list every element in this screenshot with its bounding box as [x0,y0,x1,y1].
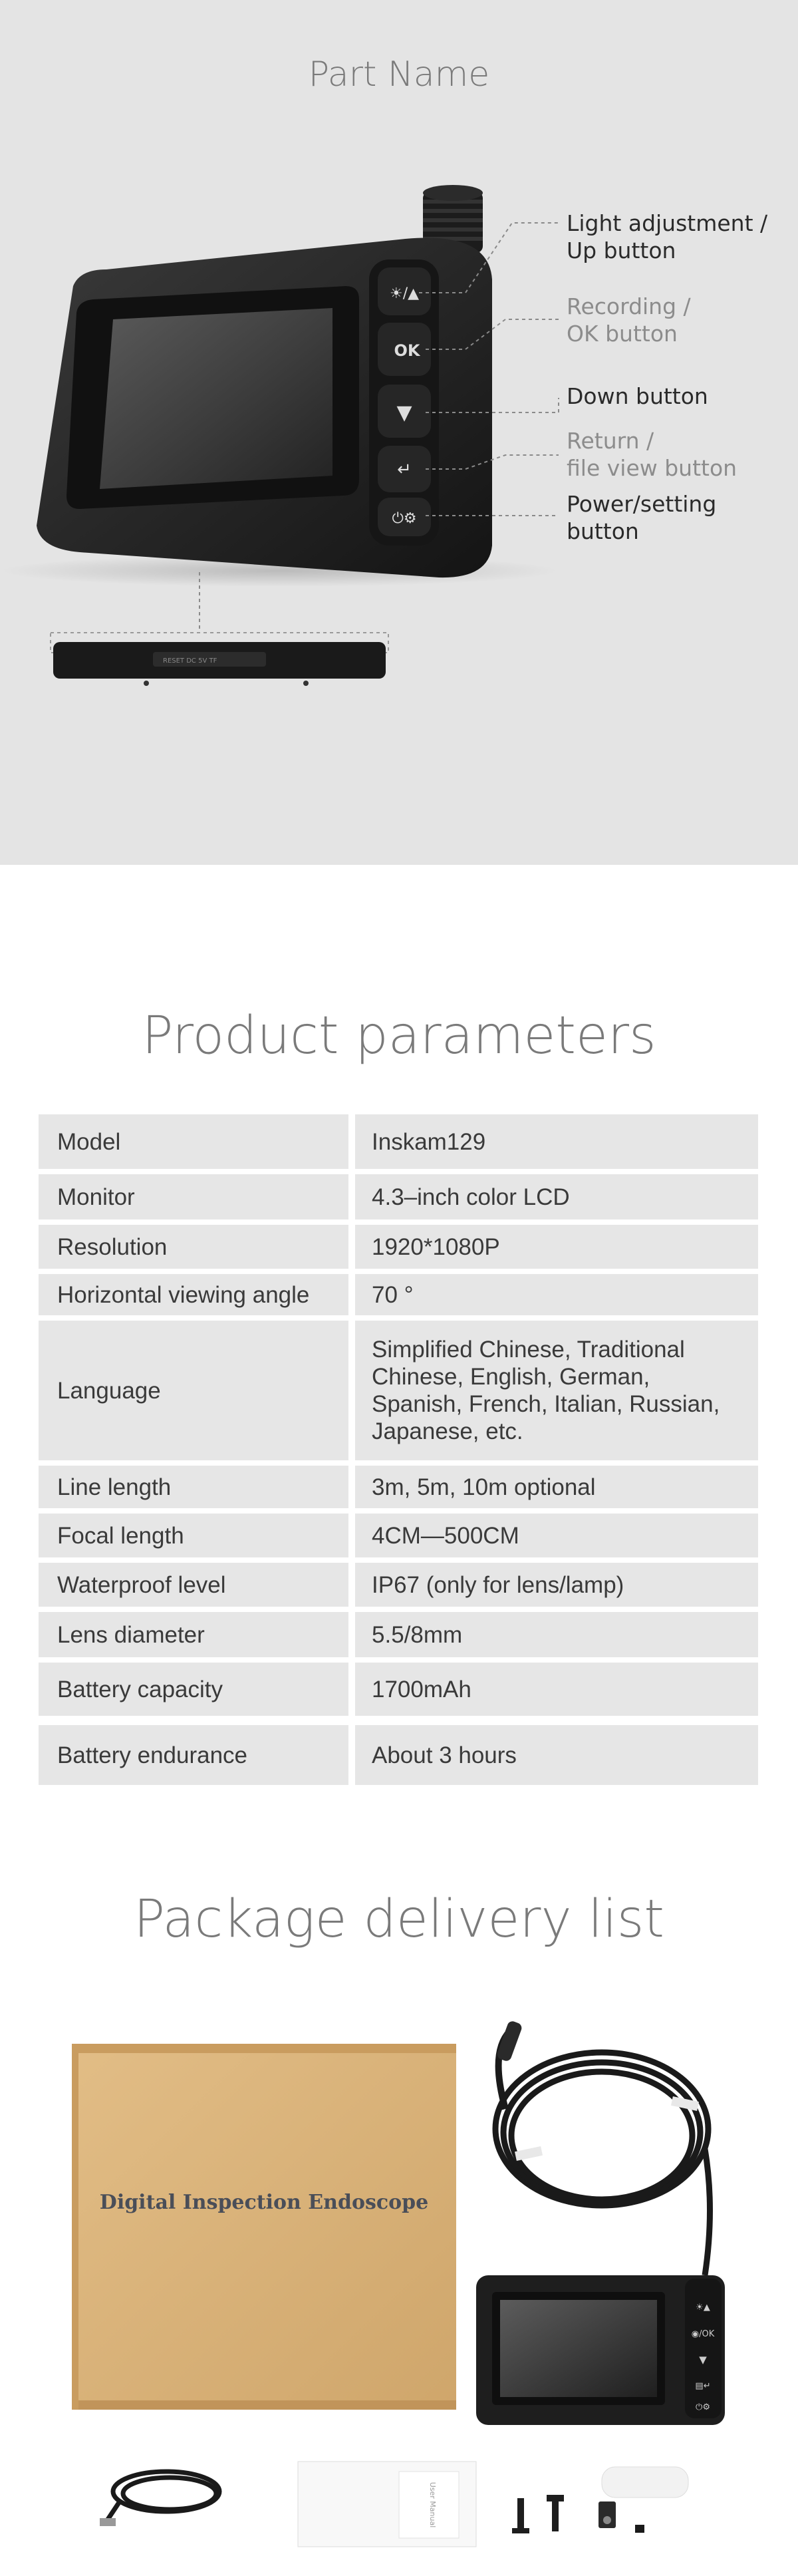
param-label: Battery endurance [39,1725,348,1785]
callout-power-setting: Power/setting button [567,491,717,544]
param-value: 5.5/8mm [355,1612,758,1657]
endoscope-monitor [476,2275,725,2425]
param-value: IP67 (only for lens/lamp) [355,1563,758,1607]
param-label: Lens diameter [39,1612,348,1657]
product-box [72,2044,456,2410]
callout-recording-ok: Recording / OK button [567,293,691,347]
param-value: Simplified Chinese, Traditional Chinese, English, German, Spanish, French, Italian, Russian, Japanese, etc. [355,1321,758,1460]
table-row [39,1514,758,1557]
svg-text:▼: ▼ [699,2354,707,2366]
callout-return-file-view: Return / file view button [567,428,737,481]
table-row [39,1274,758,1315]
param-value: About 3 hours [355,1725,758,1785]
package-delivery-title: Package delivery list [134,1889,664,1949]
bottom-ports-label: RESET DC 5V TF [163,657,217,665]
device-bottom-view [47,629,392,695]
device-power-button[interactable]: ⏻⚙ [392,510,417,527]
param-label: Horizontal viewing angle [39,1274,348,1315]
param-label: Monitor [39,1174,348,1219]
device-screen [100,308,332,489]
param-label: Battery capacity [39,1663,348,1716]
user-manual [298,2462,476,2547]
param-value: 4CM—500CM [355,1514,758,1557]
product-parameters-title: Product parameters [142,1006,656,1066]
table-row [39,1114,758,1169]
param-label: Line length [39,1466,348,1508]
param-label: Focal length [39,1514,348,1557]
usb-charging-cable [106,2472,219,2521]
part-name-title: Part Name [308,55,490,94]
device-ok-button[interactable]: OK [394,341,420,360]
table-row [39,1174,758,1219]
accessories-hooks-magnets [512,2467,688,2533]
device-down-button[interactable]: ▼ [396,401,412,424]
svg-text:☀▲: ☀▲ [696,2303,710,2313]
table-row [39,1321,758,1460]
part-name-section [0,0,798,865]
param-value: 4.3–inch color LCD [355,1174,758,1219]
table-row [39,1563,758,1607]
param-value: 70 ° [355,1274,758,1315]
param-label: Model [39,1114,348,1169]
param-label: Language [39,1321,348,1460]
svg-text:◉/OK: ◉/OK [691,2329,715,2339]
param-value: 1700mAh [355,1663,758,1716]
callout-down: Down button [567,383,708,409]
package-contents-illustration [0,2009,798,2568]
param-value: Inskam129 [355,1114,758,1169]
box-label: Digital Inspection Endoscope [99,2191,429,2214]
param-value: 3m, 5m, 10m optional [355,1466,758,1508]
table-row [39,1612,758,1657]
param-label: Waterproof level [39,1563,348,1607]
svg-text:⏻⚙: ⏻⚙ [696,2402,710,2412]
callout-light-up: Light adjustment / Up button [567,210,768,263]
device-light-up-button[interactable]: ☀/▲ [389,285,420,302]
table-row [39,1466,758,1508]
table-row [39,1225,758,1269]
table-row [39,1725,758,1785]
param-value: 1920*1080P [355,1225,758,1269]
table-row [39,1663,758,1716]
param-label: Resolution [39,1225,348,1269]
manual-label: User Manual [428,2482,437,2528]
device-return-button[interactable]: ↵ [397,460,412,480]
svg-text:▤↵: ▤↵ [695,2381,711,2391]
